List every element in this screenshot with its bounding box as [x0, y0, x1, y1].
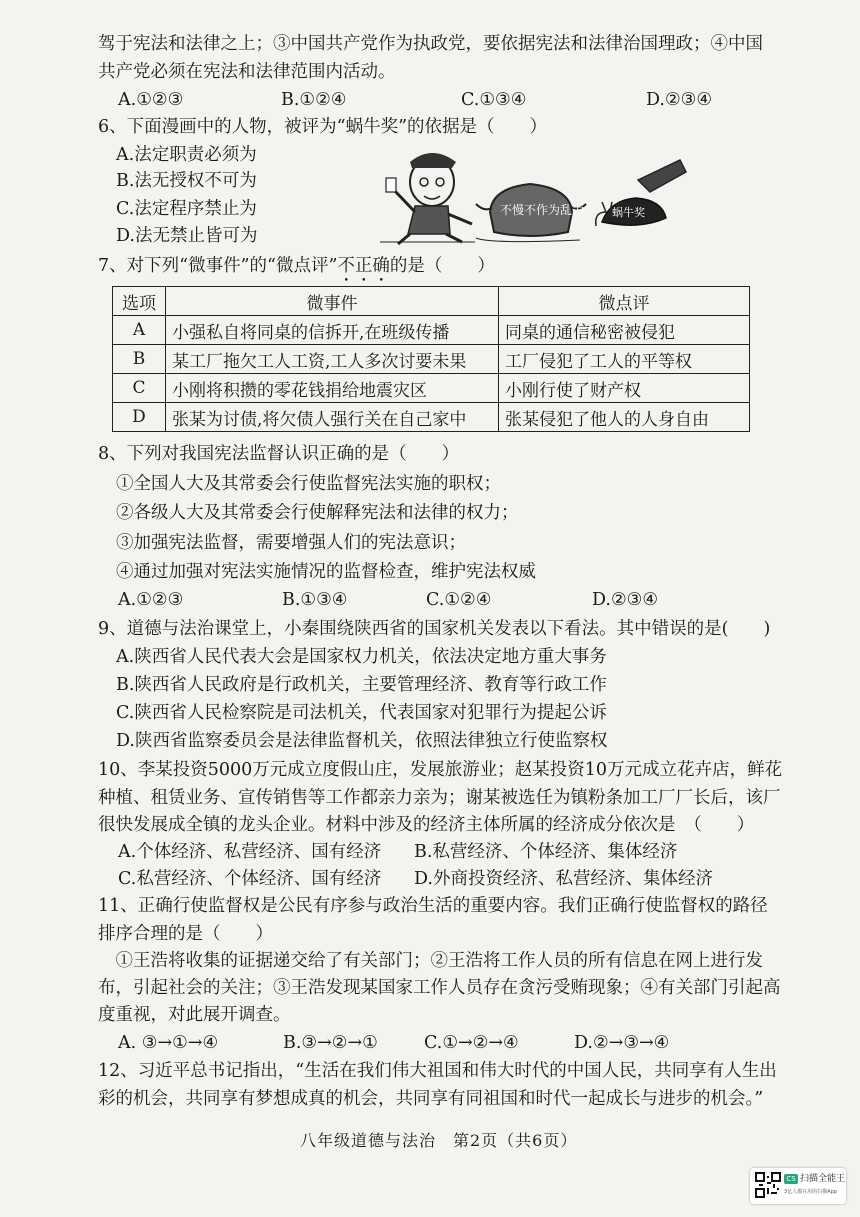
- q7-stem-emphasis: 不正确: [337, 256, 390, 276]
- qr-code-icon: [755, 1172, 781, 1198]
- q7-stem: [98, 254, 778, 286]
- q10-options-row-2: [118, 867, 778, 891]
- q7-table: [112, 286, 750, 432]
- q8-options: [118, 588, 778, 612]
- q11-option-b: B.③→②→①: [283, 1033, 378, 1053]
- intro-line-2: 共产党必须在宪法和法律范围内活动。: [98, 62, 396, 82]
- q10-options-row-1: [118, 840, 778, 864]
- q11-option-c: C.①→②→④: [424, 1033, 519, 1053]
- q7-header-comment: 微点评: [499, 287, 750, 316]
- q7-cell-comment: 小刚行使了财产权: [499, 374, 750, 403]
- q7-cell-comment: 同桌的通信秘密被侵犯: [499, 316, 750, 345]
- scanner-watermark: [750, 1168, 846, 1204]
- q8-item-3: ③加强宪法监督，需要增强人们的宪法意识；: [116, 533, 466, 553]
- q7-cell-comment: 工厂侵犯了工人的平等权: [499, 345, 750, 374]
- pot-figure: [476, 184, 586, 242]
- q11-line-2: 排序合理的是（ ）: [98, 924, 273, 944]
- q6-stem: 6、下面漫画中的人物，被评为“蜗牛奖”的依据是（ ）: [98, 117, 548, 137]
- q11-option-a: A. ③→①→④: [118, 1033, 219, 1053]
- q9-option-d: D.陕西省监察委员会是法律监督机关，依照法律独立行使监察权: [116, 731, 608, 751]
- q7-cell-event: 小强私自将同桌的信拆开,在班级传播: [166, 316, 499, 345]
- q12-line-1: 12、习近平总书记指出，“生活在我们伟大祖国和伟大时代的中国人民，共同享有人生出: [98, 1061, 777, 1081]
- q5-options: [118, 88, 778, 112]
- q10-option-b: B.私营经济、个体经济、集体经济: [414, 842, 678, 862]
- q11-option-d: D.②→③→④: [574, 1033, 670, 1053]
- q5-option-c: C.①③④: [461, 90, 527, 110]
- q9-option-a: A.陕西省人民代表大会是国家权力机关，依法决定地方重大事务: [116, 647, 607, 667]
- q10-line-2: 种植、租赁业务、宣传销售等工作都亲力亲为；谢某被选任为镇粉条加工厂厂长后，该厂: [98, 788, 781, 808]
- q8-option-a: A.①②③: [118, 590, 184, 610]
- q11-line-1: 11、正确行使监督权是公民有序参与政治生活的重要内容。我们正确行使监督权的路径: [98, 896, 768, 916]
- q5-option-d: D.②③④: [646, 90, 713, 110]
- q7-cell-option: D: [113, 403, 166, 432]
- q12-line-2: 彩的机会，共同享有梦想成真的机会，共同享有同祖国和时代一起成长与进步的机会。”: [98, 1089, 764, 1109]
- q8-option-b: B.①③④: [282, 590, 348, 610]
- q6-option-d: D.法无禁止皆可为: [116, 226, 258, 246]
- q11-line-4: 布，引起社会的关注；③王浩发现某国家工作人员存在贪污受贿现象；④有关部门引起高: [98, 978, 781, 998]
- q10-line-1: 10、李某投资5000万元成立度假山庄，发展旅游业；赵某投资10万元成立花卉店，鲜花: [98, 760, 783, 780]
- q5-option-a: A.①②③: [118, 90, 184, 110]
- scanner-title: 扫描全能王: [800, 1174, 846, 1184]
- q7-stem-after: 的是（ ）: [389, 256, 495, 276]
- q9-stem: 9、道德与法治课堂上，小秦围绕陕西省的国家机关发表以下看法。其中错误的是( ): [98, 619, 771, 639]
- snail-figure: [596, 160, 686, 226]
- q5-option-b: B.①②④: [281, 90, 347, 110]
- official-figure: [380, 153, 475, 244]
- q7-header-option: 选项: [113, 287, 166, 316]
- q10-line-3: 很快发展成全镇的龙头企业。材料中涉及的经济主体所属的经济成分依次是 （ ）: [98, 815, 755, 835]
- q10-option-c: C.私营经济、个体经济、国有经济: [118, 869, 382, 889]
- q7-header-event: 微事件: [166, 287, 499, 316]
- q7-stem-before: 7、对下列“微事件”的“微点评”: [98, 256, 338, 276]
- camscanner-logo: CS: [784, 1174, 798, 1184]
- pot-label: 不慢不作为乱为: [500, 203, 585, 217]
- q7-cell-option: C: [113, 374, 166, 403]
- q8-item-2: ②各级人大及其常委会行使解释宪法和法律的权力；: [116, 503, 519, 523]
- q7-cell-event: 小刚将积攒的零花钱捐给地震灾区: [166, 374, 499, 403]
- q8-item-4: ④通过加强对宪法实施情况的监督检查，维护宪法权威: [116, 562, 536, 582]
- q7-cell-event: 张某为讨债,将欠债人强行关在自己家中: [166, 403, 499, 432]
- q7-table-header: [113, 287, 750, 316]
- q6-option-a: A.法定职责必须为: [116, 145, 257, 165]
- page-footer: 八年级道德与法治 第2页（共6页）: [300, 1131, 578, 1150]
- q8-item-1: ①全国人大及其常委会行使监督宪法实施的职权；: [116, 474, 501, 494]
- table-row: [113, 403, 750, 432]
- q11-line-3: ①王浩将收集的证据递交给了有关部门；②王浩将工作人员的所有信息在网上进行发: [98, 951, 763, 971]
- q7-cell-event: 某工厂拖欠工人工资,工人多次讨要未果: [166, 345, 499, 374]
- q6-option-b: B.法无授权不可为: [116, 171, 257, 191]
- table-row: [113, 374, 750, 403]
- q7-cell-option: B: [113, 345, 166, 374]
- q8-option-d: D.②③④: [592, 590, 659, 610]
- scanner-subtitle: 3亿人都在用的扫描App: [784, 1189, 837, 1195]
- snail-award-cartoon: [380, 142, 700, 248]
- q11-line-5: 度重视，对此展开调查。: [98, 1005, 291, 1025]
- intro-line-1: 驾于宪法和法律之上；③中国共产党作为执政党，要依据宪法和法律治国理政；④中国: [98, 34, 763, 54]
- table-row: [113, 345, 750, 374]
- snail-award-label: 蜗牛奖: [612, 206, 645, 219]
- table-row: [113, 316, 750, 345]
- q10-option-d: D.外商投资经济、私营经济、集体经济: [414, 869, 713, 889]
- q9-option-b: B.陕西省人民政府是行政机关，主要管理经济、教育等行政工作: [116, 675, 607, 695]
- q7-cell-comment: 张某侵犯了他人的人身自由: [499, 403, 750, 432]
- q8-stem: 8、下列对我国宪法监督认识正确的是（ ）: [98, 444, 460, 464]
- q8-option-c: C.①②④: [426, 590, 492, 610]
- q10-option-a: A.个体经济、私营经济、国有经济: [118, 842, 382, 862]
- q11-options: [118, 1031, 778, 1055]
- q9-option-c: C.陕西省人民检察院是司法机关，代表国家对犯罪行为提起公诉: [116, 703, 607, 723]
- q7-cell-option: A: [113, 316, 166, 345]
- q6-option-c: C.法定程序禁止为: [116, 199, 257, 219]
